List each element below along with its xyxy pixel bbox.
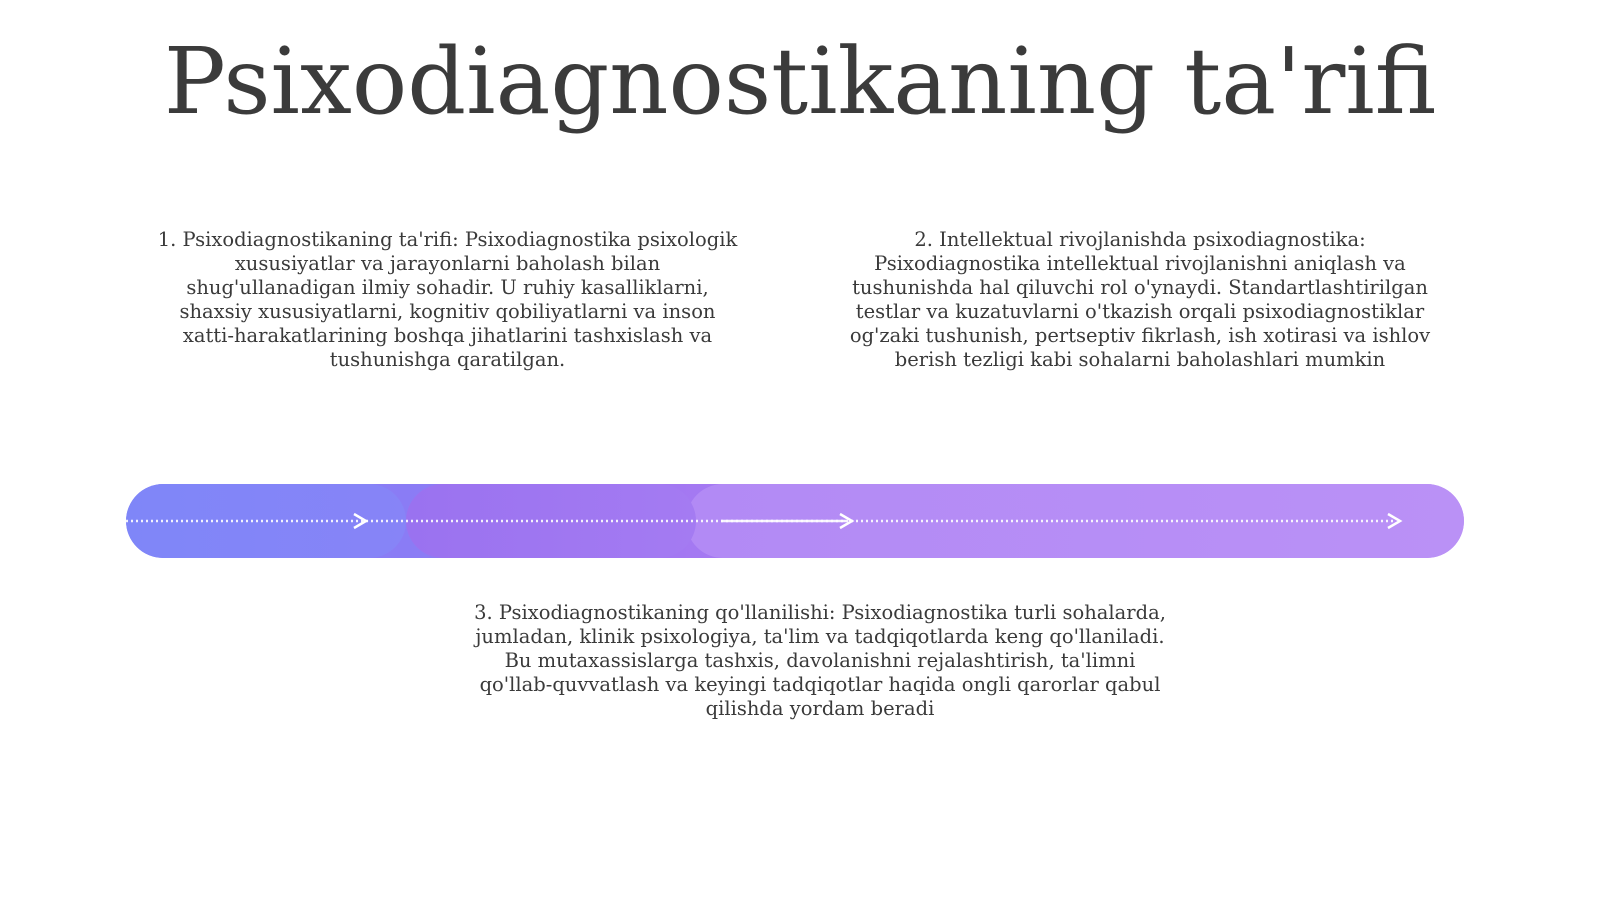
arrow-head-3-icon (1388, 514, 1400, 528)
timeline-arrows (126, 484, 1464, 558)
slide-title: Psixodiagnostikaning ta'rifi (163, 28, 1437, 135)
arrow-head-1-icon (354, 514, 366, 528)
point-3-text: 3. Psixodiagnostikaning qo'llanilishi: Psixodiagnostika turli sohalarda, jumladan, klinik psixologiya, ta'lim va tadqiqotlarda keng qo'llaniladi. Bu mutaxassislarga tashxis, davolanishni rejalashtirish, ta'limni qo'llab-quvvatlash va keyingi tadqiqotlar haqida ongli qarorlar qabul qilishda yordam beradi (474, 601, 1166, 720)
timeline-bar (126, 484, 1464, 558)
point-2-text: 2. Intellektual rivojlanishda psixodiagnostika: Psixodiagnostika intellektual rivojlanishni aniqlash va tushunishda hal qiluvchi rol o'ynaydi. Standartlashtirilgan testlar va kuzatuvlarni o'tkazish orqali psixodiagnostiklar og'zaki tushunish, pertseptiv fikrlash, ish xotirasi va ishlov berish tezligi kabi sohalarni baholashlari mumkin (849, 228, 1431, 371)
point-1-text: 1. Psixodiagnostikaning ta'rifi: Psixodiagnostika psixologik xususiyatlar va jarayonlarni baholash bilan shug'ullanadigan ilmiy sohadir. U ruhiy kasalliklarni, shaxsiy xususiyatlarni, kognitiv qobiliyatlarni va inson xatti-harakatlarining boshqa jihatlarini tashxislash va tushunishga qaratilgan. (157, 228, 738, 371)
